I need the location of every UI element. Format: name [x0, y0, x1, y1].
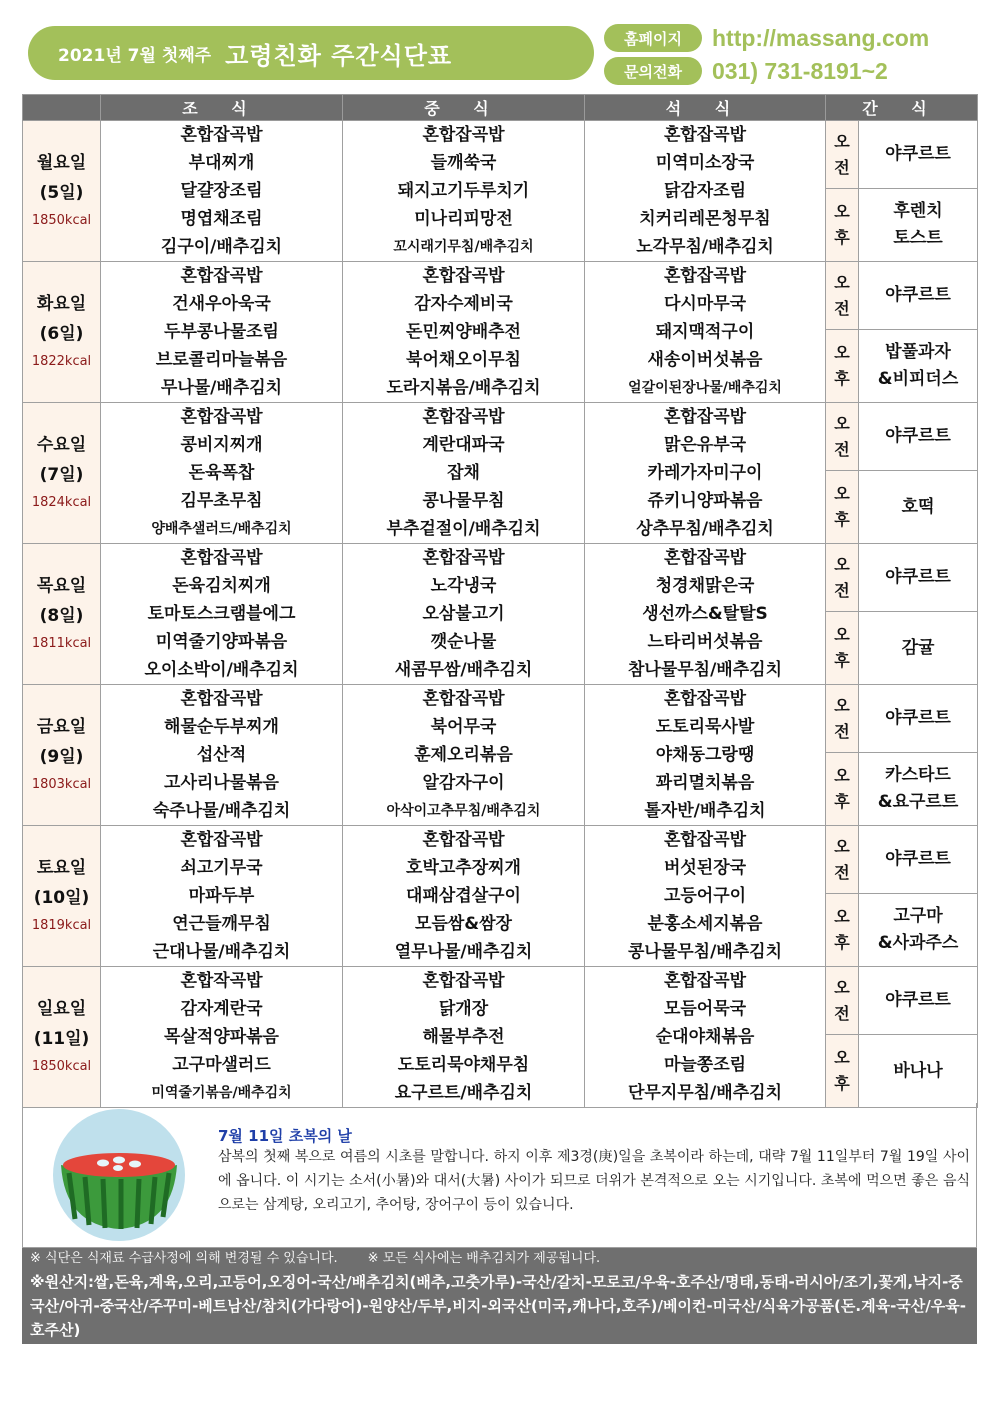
lunch-cell: [343, 685, 585, 826]
day-kcal: 1850kcal: [31, 1059, 92, 1074]
day-cell: [23, 685, 101, 826]
menu-item: 달걀장조림: [180, 181, 263, 201]
col-snack: 간 식: [826, 95, 978, 121]
menu-item: 새송이버섯볶음: [647, 350, 763, 370]
menu-item: 혼합잡곡밥: [180, 830, 263, 850]
menu-item: 오이소박이/배추김치: [144, 660, 299, 680]
day-date: (10일): [33, 888, 90, 908]
snack-am-label-char: 오: [834, 836, 850, 856]
menu-item: 콩비지찌개: [180, 435, 263, 455]
day-kcal: 1811kcal: [31, 636, 92, 651]
snack-am-label-char: 오: [834, 413, 850, 433]
snack-pm-label: [826, 471, 859, 544]
menu-item: 순대야채볶음: [655, 1027, 755, 1047]
snack-am-label-char: 오: [834, 695, 850, 715]
breakfast-cell: [101, 121, 343, 262]
snack-am-label: [826, 403, 859, 471]
day-cell: [23, 826, 101, 967]
dinner-cell: [585, 262, 826, 403]
menu-item: 고구마샐러드: [172, 1055, 271, 1075]
menu-item: 숙주나물/배추김치: [152, 801, 291, 821]
day-row: [23, 685, 978, 753]
day-cell: [23, 544, 101, 685]
snack-pm-line: 감귤: [901, 637, 935, 658]
menu-item: 양배추샐러드/배추김치: [151, 521, 292, 537]
breakfast-cell: [101, 403, 343, 544]
menu-item: 느타리버섯볶음: [647, 632, 763, 652]
menu-item: 콩나물무침/배추김치: [627, 942, 782, 962]
menu-item: 아삭이고추무침/배추김치: [386, 803, 541, 819]
snack-am-label-char: 전: [834, 298, 850, 318]
menu-item: 마파두부: [188, 886, 255, 906]
day-cell: [23, 262, 101, 403]
snack-am-label-char: 오: [834, 554, 850, 574]
menu-table: [22, 94, 978, 1108]
menu-item: 쥬키니양파볶음: [647, 491, 763, 511]
breakfast-cell: [101, 262, 343, 403]
menu-item: 노각무침/배추김치: [636, 237, 774, 257]
page-title: 고령친화 주간식단표: [225, 41, 453, 70]
day-kcal: 1819kcal: [31, 918, 92, 933]
snack-pm-line: &요구르트: [877, 792, 959, 813]
snack-pm-label-char: 후: [834, 369, 850, 389]
menu-item: 건새우아욱국: [172, 294, 271, 314]
menu-item: 도라지볶음/배추김치: [386, 378, 541, 398]
menu-item: 호박고추장찌개: [406, 858, 521, 878]
origin-info: ※원산지:쌀,돈육,계육,오리,고등어,오징어-국산/배추김치(배추,고춧가루)-국산/갈치-모로코/우육-호주산/명태,동태-러시아/조기,꽃게,낙지-중국산/아귀-중국산/주꾸미-베트남산/참치(가다랑어)-원양산/두부,비지-외국산(미국,캐나다,호주)/베이컨-미국산/식육가공품(돈.계육-국산/우육-호주산): [30, 1273, 966, 1339]
menu-item: 혼합잡곡밥: [422, 548, 505, 568]
menu-item: 고등어구이: [663, 886, 747, 906]
snack-am-label-char: 전: [834, 439, 850, 459]
col-dinner: 석 식: [585, 95, 826, 121]
snack-pm-label-char: 후: [834, 933, 850, 953]
menu-item: 콩나물무침: [422, 491, 505, 511]
homepage-link[interactable]: http://massang.com: [712, 24, 930, 51]
snack-am-label-char: 전: [834, 1003, 850, 1023]
menu-item: 김구이/배추김치: [160, 237, 283, 257]
breakfast-cell: [101, 967, 343, 1108]
notice-title: 7월 11일 초복의 날: [218, 1127, 352, 1145]
menu-item: 북어채오이무침: [406, 350, 521, 370]
breakfast-cell: [101, 826, 343, 967]
menu-item: 혼합잡곡밥: [663, 125, 747, 145]
menu-item: 혼합잡곡밥: [180, 689, 263, 709]
snack-am-label-char: 전: [834, 157, 850, 177]
menu-item: 미나리피망전: [414, 209, 513, 229]
day-row: [23, 544, 978, 612]
day-cell: [23, 403, 101, 544]
snack-pm-label: [826, 894, 859, 967]
menu-item: 새콤무쌈/배추김치: [394, 660, 533, 680]
snack-pm-line: 바나나: [893, 1060, 943, 1081]
menu-item: 다시마무국: [663, 294, 747, 314]
snack-am-item: 야쿠르트: [859, 544, 978, 612]
snack-am-label-char: 오: [834, 272, 850, 292]
snack-am-label-char: 전: [834, 721, 850, 741]
menu-item: 혼합잡곡밥: [663, 971, 747, 991]
snack-pm-line: 호떡: [901, 496, 935, 517]
menu-item: 두부콩나물조림: [164, 322, 279, 342]
menu-item: 대패삼겹살구이: [406, 886, 521, 906]
menu-item: 돈육폭찹: [188, 463, 255, 483]
menu-item: 톨자반/배추김치: [644, 801, 766, 821]
breakfast-cell: [101, 544, 343, 685]
col-lunch: 중 식: [343, 95, 585, 121]
lunch-cell: [343, 262, 585, 403]
menu-item: 생선까스&탈탈S: [642, 604, 768, 624]
phone-label: 문의전화: [604, 57, 702, 85]
snack-pm-label: [826, 612, 859, 685]
snack-pm-line: 밥풀과자: [885, 342, 951, 363]
snack-am-label: [826, 826, 859, 894]
snack-am-label-char: 전: [834, 580, 850, 600]
day-row: [23, 967, 978, 1035]
kimchi-notice: ※ 모든 식사에는 배추김치가 제공됩니다.: [367, 1251, 601, 1266]
snack-pm-line: 고구마: [893, 906, 943, 927]
menu-item: 닭감자조림: [663, 181, 747, 201]
menu-item: 혼합작곡밥: [180, 971, 263, 991]
snack-pm-label-char: 오: [834, 625, 850, 645]
lunch-cell: [343, 826, 585, 967]
menu-item: 카레가자미구이: [647, 463, 763, 483]
menu-item: 꼬시래기무침/배추김치: [393, 239, 534, 255]
menu-item: 미역줄기양파볶음: [155, 632, 288, 652]
menu-item: 노각냉국: [430, 576, 497, 596]
menu-item: 혼합잡곡밥: [663, 407, 747, 427]
day-name: 화요일: [36, 294, 87, 314]
menu-item: 근대나물/배추김치: [152, 942, 291, 962]
day-date: (11일): [33, 1029, 90, 1049]
menu-item: 훈제오리볶음: [414, 745, 513, 765]
dinner-cell: [585, 685, 826, 826]
snack-pm-label: [826, 753, 859, 826]
snack-pm-line: 후렌치: [893, 201, 943, 222]
menu-item: 혼합잡곡밥: [180, 266, 263, 286]
snack-am-label-char: 전: [834, 862, 850, 882]
menu-item: 혼합잡곡밥: [422, 971, 505, 991]
snack-pm-line: &비피더스: [877, 369, 959, 390]
menu-item: 쇠고기무국: [180, 858, 263, 878]
menu-item: 모듬어묵국: [663, 999, 747, 1019]
menu-item: 부대찌개: [188, 153, 255, 173]
lunch-cell: [343, 967, 585, 1108]
notice-box: [22, 1103, 977, 1248]
menu-item: 혼합잡곡밥: [180, 548, 263, 568]
snack-pm-line: &사과주스: [877, 933, 959, 954]
menu-item: 혼합잡곡밥: [180, 125, 263, 145]
day-date: (9일): [39, 747, 84, 767]
day-date: (5일): [39, 183, 84, 203]
day-row: [23, 826, 978, 894]
snack-pm-label-char: 후: [834, 792, 850, 812]
dinner-cell: [585, 544, 826, 685]
col-breakfast: 조 식: [101, 95, 343, 121]
menu-item: 혼합잡곡밥: [422, 689, 505, 709]
snack-pm-label-char: 오: [834, 907, 850, 927]
snack-pm-label: [826, 330, 859, 403]
dinner-cell: [585, 826, 826, 967]
menu-item: 오삼불고기: [422, 604, 505, 624]
breakfast-cell: [101, 685, 343, 826]
snack-am-label: [826, 967, 859, 1035]
homepage-label: 홈페이지: [604, 24, 702, 52]
day-name: 일요일: [36, 999, 87, 1019]
menu-item: 혼합잡곡밥: [422, 266, 505, 286]
corner-cell: [23, 95, 101, 121]
menu-item: 김무초무침: [180, 491, 263, 511]
dinner-cell: [585, 967, 826, 1108]
lunch-cell: [343, 544, 585, 685]
phone-number: 031) 731-8191~2: [712, 57, 888, 84]
snack-pm-label-char: 오: [834, 766, 850, 786]
day-kcal: 1803kcal: [31, 777, 92, 792]
menu-item: 돼지고기두루치기: [397, 181, 530, 201]
menu-item: 혼합잡곡밥: [422, 125, 505, 145]
snack-pm-item: [859, 330, 978, 403]
menu-body: [23, 121, 978, 1108]
footer-notes: [30, 1248, 969, 1270]
snack-pm-item: [859, 612, 978, 685]
menu-item: 분홍소세지볶음: [647, 914, 763, 934]
menu-item: 도토리묵사발: [655, 717, 755, 737]
menu-item: 알감자구이: [422, 773, 505, 793]
menu-item: 명엽채조림: [180, 209, 263, 229]
snack-am-item: 야쿠르트: [859, 967, 978, 1035]
menu-item: 꽈리멸치볶음: [655, 773, 755, 793]
snack-pm-label-char: 후: [834, 510, 850, 530]
snack-am-item: 야쿠르트: [859, 121, 978, 189]
menu-item: 상추무침/배추김치: [636, 519, 774, 539]
menu-item: 돼지맥적구이: [655, 322, 755, 342]
snack-am-label: [826, 685, 859, 753]
snack-pm-label: [826, 1035, 859, 1108]
menu-item: 열무나물/배추김치: [394, 942, 533, 962]
day-name: 금요일: [36, 717, 87, 737]
snack-pm-item: [859, 471, 978, 544]
day-name: 목요일: [36, 576, 87, 596]
day-name: 수요일: [36, 435, 87, 455]
menu-item: 깻순나물: [430, 632, 497, 652]
menu-item: 참나물무침/배추김치: [627, 660, 782, 680]
snack-am-item: 야쿠르트: [859, 685, 978, 753]
menu-item: 혼합잡곡밥: [422, 830, 505, 850]
snack-am-item: 야쿠르트: [859, 826, 978, 894]
menu-item: 부추겉절이/배추김치: [386, 519, 541, 539]
menu-item: 감자계란국: [180, 999, 263, 1019]
snack-pm-label-char: 오: [834, 484, 850, 504]
homepage-row: [604, 24, 929, 52]
menu-item: 모듬쌈&쌈장: [415, 914, 512, 934]
day-date: (6일): [39, 324, 84, 344]
dinner-cell: [585, 121, 826, 262]
menu-item: 해물순두부찌개: [164, 717, 279, 737]
menu-item: 돈민찌양배추전: [406, 322, 521, 342]
menu-item: 단무지무침/배추김치: [627, 1083, 782, 1103]
snack-am-label: [826, 262, 859, 330]
day-kcal: 1822kcal: [31, 354, 92, 369]
day-date: (8일): [39, 606, 84, 626]
menu-item: 혼합잡곡밥: [663, 548, 747, 568]
menu-item: 해물부추전: [422, 1027, 505, 1047]
snack-pm-label-char: 후: [834, 651, 850, 671]
notice-body: 삼복의 첫째 복으로 여름의 시초를 말합니다. 하지 이후 제3경(庚)일을 초복이라 하는데, 대략 7월 11일부터 7월 19일 사이에 옵니다. 이 시기는 소서(小暑)와 대서(大暑) 사이가 되므로 더위가 본격적으로 오는 시기입니다. 초복에 먹으면 좋은 음식으로는 삼계탕, 오리고기, 추어탕, 장어구이 등이 있습니다.: [218, 1149, 970, 1213]
title-banner: [28, 26, 594, 80]
snack-pm-line: 카스타드: [885, 765, 951, 786]
snack-pm-item: [859, 753, 978, 826]
menu-item: 닭개장: [438, 999, 489, 1019]
menu-item: 무나물/배추김치: [160, 378, 283, 398]
snack-pm-label-char: 오: [834, 1048, 850, 1068]
watermelon-icon: [51, 1107, 187, 1243]
day-name: 토요일: [36, 858, 87, 878]
snack-am-label-char: 오: [834, 131, 850, 151]
menu-item: 혼합잡곡밥: [180, 407, 263, 427]
menu-item: 미역줄기볶음/배추김치: [151, 1085, 292, 1101]
day-date: (7일): [39, 465, 84, 485]
menu-item: 혼합잡곡밥: [422, 407, 505, 427]
snack-am-item: 야쿠르트: [859, 262, 978, 330]
menu-item: 감자수제비국: [414, 294, 513, 314]
snack-pm-label: [826, 189, 859, 262]
menu-item: 계란대파국: [422, 435, 505, 455]
snack-am-label: [826, 544, 859, 612]
menu-item: 토마토스크램블에그: [147, 604, 296, 624]
menu-item: 목살적양파볶음: [164, 1027, 279, 1047]
snack-pm-line: 토스트: [893, 228, 943, 249]
day-row: [23, 262, 978, 330]
menu-item: 섭산적: [196, 745, 247, 765]
menu-item: 치커리레몬청무침: [639, 209, 771, 229]
snack-pm-label-char: 후: [834, 1074, 850, 1094]
snack-am-label-char: 오: [834, 977, 850, 997]
week-date: 2021년 7월 첫째주: [58, 45, 212, 66]
menu-item: 연근들깨무침: [172, 914, 271, 934]
snack-am-label: [826, 121, 859, 189]
menu-item: 혼합잡곡밥: [663, 266, 747, 286]
snack-pm-item: [859, 1035, 978, 1108]
table-header-row: [23, 95, 978, 121]
snack-am-item: 야쿠르트: [859, 403, 978, 471]
phone-row: [604, 57, 888, 85]
menu-item: 들깨쑥국: [430, 153, 497, 173]
lunch-cell: [343, 121, 585, 262]
lunch-cell: [343, 403, 585, 544]
menu-item: 혼합잡곡밥: [663, 830, 747, 850]
menu-item: 혼합잡곡밥: [663, 689, 747, 709]
snack-pm-label-char: 오: [834, 343, 850, 363]
menu-item: 얼갈이된장나물/배추김치: [628, 380, 782, 396]
menu-item: 미역미소장국: [655, 153, 755, 173]
snack-pm-label-char: 오: [834, 202, 850, 222]
footer: [22, 1248, 977, 1344]
menu-item: 청경채맑은국: [655, 576, 755, 596]
snack-pm-item: [859, 894, 978, 967]
day-kcal: 1824kcal: [31, 495, 92, 510]
menu-item: 요구르트/배추김치: [394, 1083, 533, 1103]
menu-item: 맑은유부국: [663, 435, 747, 455]
dinner-cell: [585, 403, 826, 544]
day-cell: [23, 121, 101, 262]
menu-item: 돈육김치찌개: [172, 576, 271, 596]
change-notice: ※ 식단은 식재료 수급사정에 의해 변경될 수 있습니다.: [30, 1251, 338, 1266]
day-row: [23, 403, 978, 471]
day-cell: [23, 967, 101, 1108]
menu-item: 버섯된장국: [663, 858, 747, 878]
menu-item: 잡채: [447, 463, 480, 483]
menu-item: 마늘쫑조림: [663, 1055, 747, 1075]
menu-item: 야채동그랑땡: [655, 745, 755, 765]
day-name: 월요일: [36, 153, 87, 173]
menu-item: 브로콜리마늘볶음: [155, 350, 288, 370]
snack-pm-label-char: 후: [834, 228, 850, 248]
snack-pm-item: [859, 189, 978, 262]
day-kcal: 1850kcal: [31, 213, 92, 228]
menu-item: 북어무국: [430, 717, 497, 737]
menu-item: 고사리나물볶음: [164, 773, 279, 793]
day-row: [23, 121, 978, 189]
menu-item: 도토리묵야채무침: [397, 1055, 530, 1075]
